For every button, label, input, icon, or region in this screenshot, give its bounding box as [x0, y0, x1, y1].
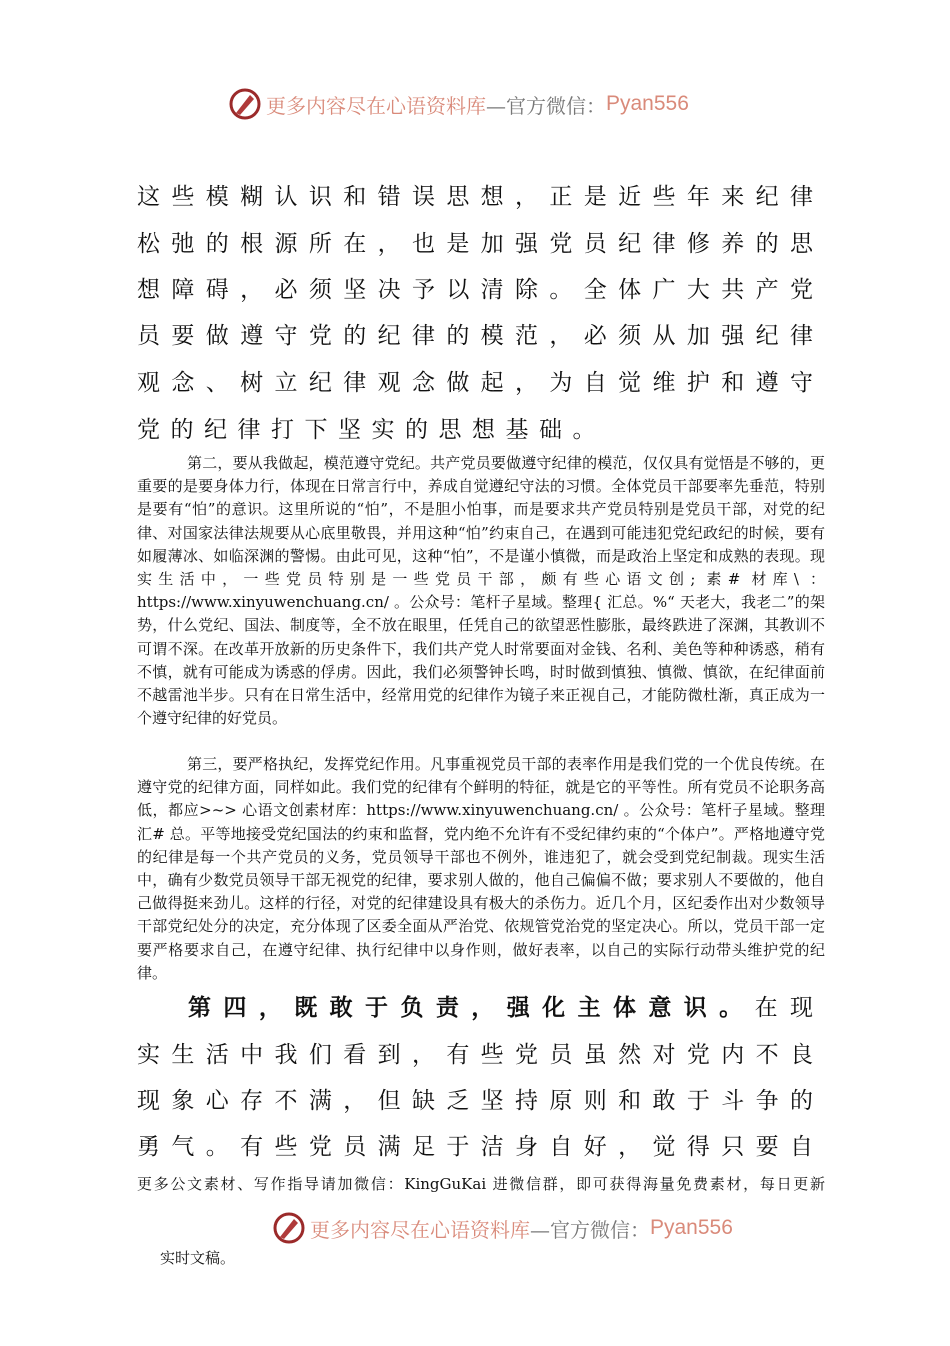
text-line: 实生活中我们看到，有些党员虽然对党内不良: [137, 1042, 815, 1068]
section-four-heading-line: [188, 993, 815, 1023]
tail-text: 实时文稿。: [160, 1249, 236, 1267]
section-four-heading: 第四，既敢于负责，强化主体意识。: [188, 994, 755, 1021]
watermark-footer: [272, 1210, 733, 1246]
section-four-heading-tail: 在现: [754, 995, 816, 1021]
text-line: 观念、树立纪律观念做起，为自觉维护和遵守: [137, 370, 815, 396]
paragraph-third: 第三，要严格执纪，发挥党纪作用。凡事重视党员干部的表率作用是我们党的一个优良传统。在遵守党的纪律方面，同样如此。我们党的纪律有个鲜明的特征，就是它的平等性。所有党员不论职务高低，都应>~> 心语文创素材库：https://www.xinyuwenchuang.cn/ 。公众号：笔杆子星域。整理汇# 总。平等地接受党纪国法的约束和监督，党内绝不允许有不受纪律约束的“个体户”。严格地遵守党的纪律是每一个共产党员的义务，党员领导干部也不例外，谁违犯了，就会受到党纪制裁。现实生活中，确有少数党员领导干部无视党的纪律，要求别人做的，他自己偏偏不做；要求别人不要做的，他自己做得挺来劲儿。这样的行径，对党的纪律建设具有极大的杀伤力。近几个月，区纪委作出对少数领导干部党纪处分的决定，充分体现了区委全面从严治党、依规管党治党的坚定决心。所以，党员干部一定要严格要求自己，在遵守纪律、执行纪律中以身作则，做好表率，以自己的实际行动带头维护党的纪律。: [137, 755, 825, 982]
text-line: 松弛的根源所在，也是加强党员纪律修养的思: [137, 231, 815, 257]
text-line: 现象心存不满，但缺乏坚持原则和敢于斗争的: [137, 1088, 815, 1114]
text-line: 员要做遵守党的纪律的模范，必须从加强纪律: [137, 323, 815, 349]
watermark-dash: —官方微信：: [486, 93, 606, 118]
paragraph-second: 第二，要从我做起，模范遵守党纪。共产党员要做遵守纪律的模范，仅仅具有觉悟是不够的，更重要的是要身体力行，体现在日常言行中，养成自觉遵纪守法的习惯。全体党员干部要率先垂范，特别是要有“怕”的意识。这里所说的“怕”，不是胆小怕事，而是要求共产党员特别是党员干部，对党的纪律、对国家法律法规要从心底里敬畏，并用这种“怕”约束自己，在遇到可能违犯党纪政纪的时候，要有如履薄冰、如临深渊的警惕。由此可见，这种“怕”，不是谨小慎微，而是政治上坚定和成熟的表现。现实生活中，一些党员特别是一些党员干部，颇有些心语文创; 素# 材库\ ：https://www.xinyuwenchuang.cn/ 。公众号：笔杆子星域。整理{ 汇总。%“ 天老大，我老二”的架势，什么党纪、国法、制度等，全不放在眼里，任凭自己的欲望恶性膨胀，最终跌进了深渊，其教训不可谓不深。在改革开放新的历史条件下，我们共产党人时常要面对金钱、名利、美色等种种诱惑，稍有不慎，就有可能成为诱惑的俘虏。因此，我们必须警钟长鸣，时时做到慎独、慎微、慎欲，在纪律面前不越雷池半步。只有在日常生活中，经常用党的纪律作为镜子来正视自己，才能防微杜渐，真正成为一个遵守纪律的好党员。: [137, 454, 825, 728]
pen-logo-icon: [228, 87, 262, 121]
footer-note: 更多公文素材、写作指导请加微信：KingGuKai 进微信群，即可获得海量免费素材，每日更新: [137, 1175, 825, 1193]
watermark-id: Pyan556: [606, 92, 689, 115]
watermark-header: [228, 86, 689, 122]
text-line: 党的纪律打下坚实的思想基础。: [137, 417, 606, 443]
watermark-id: Pyan556: [650, 1216, 733, 1239]
text-line: 想障碍，必须坚决予以清除。全体广大共产党: [137, 277, 815, 303]
text-line: 这些模糊认识和错误思想，正是近些年来纪律: [137, 184, 815, 210]
watermark-dash: —官方微信：: [530, 1217, 650, 1242]
watermark-main: 更多内容尽在心语资料库: [310, 1217, 530, 1242]
watermark-main: 更多内容尽在心语资料库: [266, 93, 486, 118]
pen-logo-icon: [272, 1211, 306, 1245]
text-line: 勇气。有些党员满足于洁身自好，觉得只要自: [137, 1134, 815, 1160]
